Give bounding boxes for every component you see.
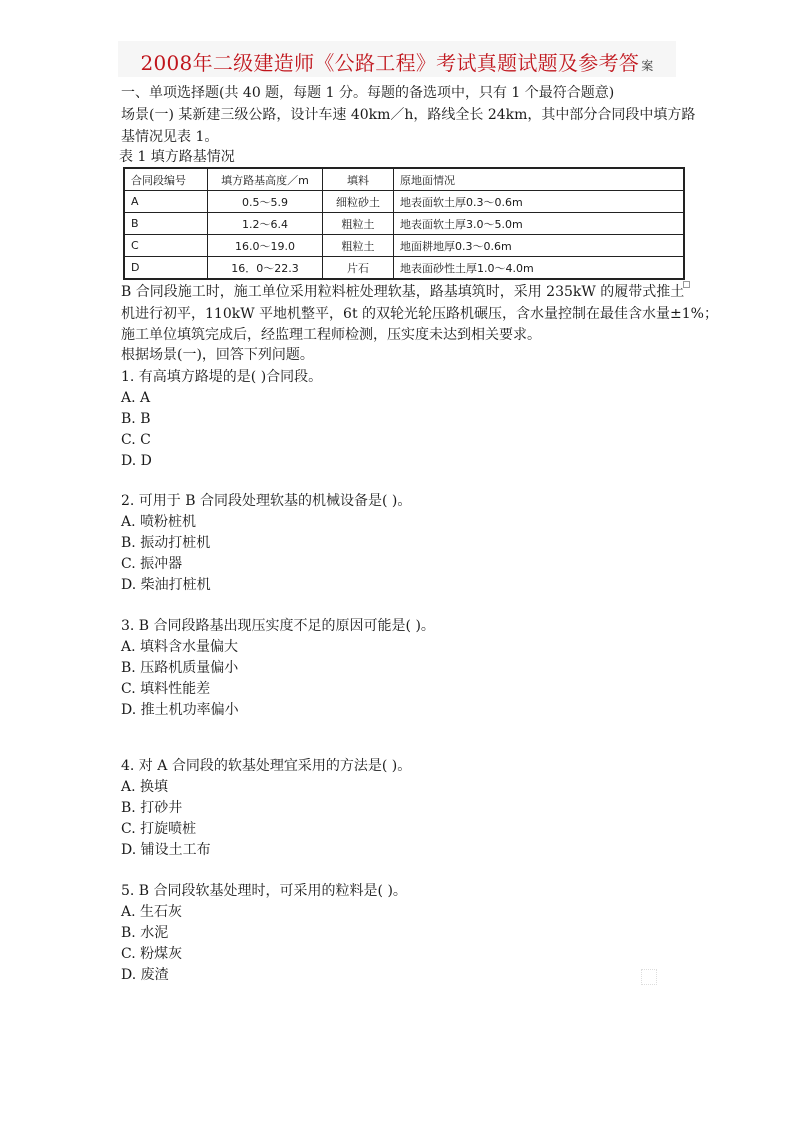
table-cell: 细粒砂土 [323,191,394,213]
table-header-row [124,168,684,191]
anchor-marker [641,969,657,985]
option-2c: C. 振冲器 [121,556,183,572]
table-header-cell: 合同段编号 [124,168,208,191]
scenario-line-2: 基情况见表 1。 [121,129,219,145]
table-cell: 地表面砂性土厚1.0～4.0m [394,257,685,280]
option-1a: A. A [121,390,151,406]
option-5a: A. 生石灰 [121,904,183,920]
section-heading: 一、单项选择题(共 40 题，每题 1 分。每题的备选项中，只有 1 个最符合题意) [121,85,615,101]
question-5: 5. B 合同段软基处理时，可采用的粒料是( )。 [121,883,407,899]
option-3d: D. 推土机功率偏小 [121,702,239,718]
question-2: 2. 可用于 B 合同段处理软基的机械设备是( )。 [121,493,412,509]
option-3b: B. 压路机质量偏小 [121,660,239,676]
option-2d: D. 柴油打桩机 [121,577,211,593]
scenario-line-1: 场景(一) 某新建三级公路，设计车速 40km／h，路线全长 24km，其中部分合同段中填方路 [121,107,696,123]
table-cell: A [124,191,208,213]
title-bar [118,41,676,77]
table-cell: 片石 [323,257,394,280]
question-4: 4. 对 A 合同段的软基处理宜采用的方法是( )。 [121,758,412,774]
option-3a: A. 填料含水量偏大 [121,639,239,655]
option-4b: B. 打砂井 [121,800,183,816]
table-cell: 粗粒土 [323,213,394,235]
table-header-cell: 原地面情况 [394,168,685,191]
table-cell: D [124,257,208,280]
option-1d: D. D [121,453,152,469]
title-tail: 案 [641,59,654,73]
table-row [124,235,684,257]
table-cell: 地表面软土厚3.0～5.0m [394,213,685,235]
option-2b: B. 振动打桩机 [121,535,211,551]
question-1: 1. 有高填方路堤的是( )合同段。 [121,369,323,385]
option-5b: B. 水泥 [121,925,169,941]
table-cell: 地面耕地厚0.3～0.6m [394,235,685,257]
option-5d: D. 废渣 [121,967,169,983]
title-text: 2008年二级建造师《公路工程》考试真题试题及参考答 [140,51,640,75]
table-row [124,213,684,235]
option-3c: C. 填料性能差 [121,681,211,697]
table-row [124,191,684,213]
table-caption: 表 1 填方路基情况 [119,149,235,165]
table-cell: 1.2～6.4 [208,213,323,235]
option-1b: B. B [121,411,151,427]
table-cell: B [124,213,208,235]
option-1c: C. C [121,432,151,448]
fill-embankment-table [123,167,685,280]
option-4d: D. 铺设土工布 [121,842,211,858]
scenario-paragraph-2: 机进行初平，110kW 平地机整平，6t 的双轮光轮压路机碾压，含水量控制在最佳含水量±1%； [121,306,718,322]
option-4c: C. 打旋喷桩 [121,821,197,837]
scenario-paragraph-1: B 合同段施工时，施工单位采用粒料桩处理软基，路基填筑时，采用 235kW 的履带式推土 [121,284,685,300]
option-2a: A. 喷粉桩机 [121,514,197,530]
table-cell: 粗粒土 [323,235,394,257]
page-title [118,47,676,76]
table-cell: 0.5～5.9 [208,191,323,213]
table-cell: C [124,235,208,257]
option-5c: C. 粉煤灰 [121,946,183,962]
table-cell: 地表面软土厚0.3～0.6m [394,191,685,213]
scenario-paragraph-4: 根据场景(一)，回答下列问题。 [121,347,314,363]
option-4a: A. 换填 [121,779,169,795]
question-3: 3. B 合同段路基出现压实度不足的原因可能是( )。 [121,618,435,634]
table-row [124,257,684,280]
scenario-paragraph-3: 施工单位填筑完成后，经监理工程师检测，压实度未达到相关要求。 [121,327,541,343]
table-header-cell: 填方路基高度／m [208,168,323,191]
table-header-cell: 填料 [323,168,394,191]
table-cell: 16.0～19.0 [208,235,323,257]
table-cell: 16．0～22.3 [208,257,323,280]
